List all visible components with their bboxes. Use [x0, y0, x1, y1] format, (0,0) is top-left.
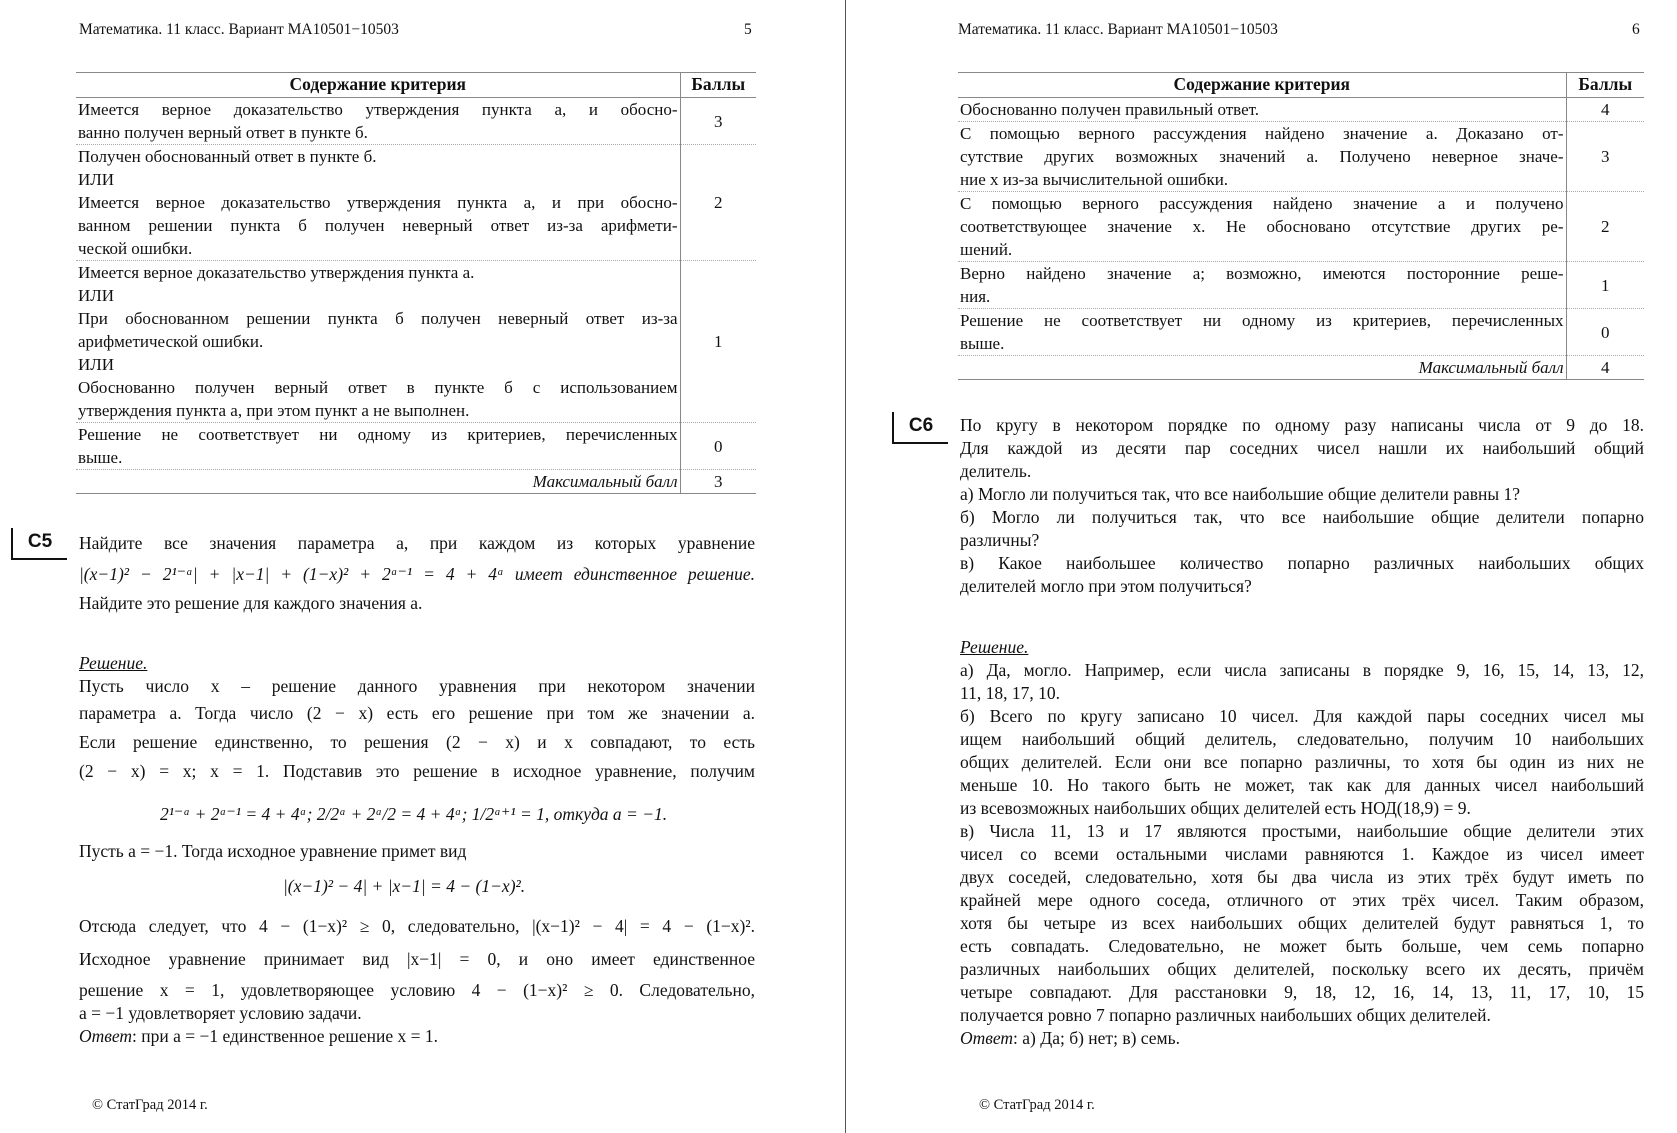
solution-line: a = −1 удовлетворяет условию задачи. — [79, 1003, 362, 1023]
solution-line: чисел со всеми остальными числами равняются 1. Каждое из чисел имеет — [960, 844, 1644, 864]
task-label: C5 — [11, 528, 67, 560]
formula-substitution: 2¹⁻ᵃ + 2ᵃ⁻¹ = 4 + 4ᵃ; 2/2ᵃ + 2ᵃ/2 = 4 + 4ᵃ; 1/2ᵃ⁺¹ = 1, откуда a = −1. — [160, 804, 668, 824]
criterion-score: 3 — [1566, 122, 1644, 192]
max-score-row — [76, 470, 756, 494]
solution-line: хотя бы четыре из всех наибольших общих делителей будут равняться 1, то — [960, 913, 1644, 933]
task-line: а) Могло ли получиться так, что все наибольшие общие делители равны 1? — [960, 484, 1521, 504]
answer-line — [960, 1027, 1644, 1050]
max-score-label: Максимальный балл — [76, 470, 680, 494]
criteria-row — [76, 145, 756, 261]
page-footer: © СтатГрад 2014 г. — [92, 1097, 208, 1113]
page-number: 6 — [1632, 21, 1640, 38]
task-line: б) Могло ли получиться так, что все наибольшие общие делители попарно — [960, 507, 1644, 527]
solution — [960, 636, 1644, 1050]
solution-line: Исходное уравнение принимает вид |x−1| = 0, и оно имеет единственное — [79, 949, 755, 969]
solution-line: Пусть a = −1. Тогда исходное уравнение примет вид — [79, 841, 467, 861]
criterion-line: выше. — [960, 334, 1005, 353]
criteria-table-body — [76, 98, 756, 494]
solution-line: б) Всего по кругу записано 10 чисел. Для каждой пары соседних чисел мы — [960, 706, 1644, 726]
criterion-line: ванном решении пункта б получен неверный ответ из-за арифмети- — [78, 216, 678, 235]
criterion-line: Имеется верное доказательство утверждения пункта а, и при обосно- — [78, 193, 678, 212]
criterion-line: соответствующее значение x. Не обосновано отсутствие других ре- — [960, 217, 1564, 236]
answer-label: Ответ — [960, 1028, 1014, 1048]
criteria-row — [958, 122, 1644, 192]
solution-title: Решение. — [960, 637, 1029, 657]
solution-line: четыре совпадают. Для расстановки 9, 18, 12, 16, 14, 13, 11, 17, 10, 15 — [960, 982, 1644, 1002]
criterion-line: ванно получен верный ответ в пункте б. — [78, 123, 368, 142]
answer-line — [79, 1025, 755, 1048]
criterion-line: При обоснованном решении пункта б получен неверный ответ из-за — [78, 309, 678, 328]
solution-line: Пусть число x – решение данного уравнения при некотором значении — [79, 676, 755, 696]
solution-continued — [79, 840, 755, 863]
solution-conclusion — [79, 915, 755, 1048]
task-line: Найдите это решение для каждого значения a. — [79, 593, 423, 613]
task-line: в) Какое наибольшее количество попарно различных наибольших общих — [960, 553, 1644, 573]
task-line: делитель. — [960, 461, 1032, 481]
criterion-line: ния. — [960, 287, 991, 306]
solution-line: (2 − x) = x; x = 1. Подставив это решение в исходное уравнение, получим — [79, 761, 755, 781]
criteria-row — [76, 98, 756, 145]
criterion-description — [958, 262, 1566, 309]
criterion-description — [76, 98, 680, 145]
criterion-line: ИЛИ — [78, 286, 115, 305]
criteria-row — [958, 262, 1644, 309]
solution-line: из всевозможных наибольших общих делителей есть НОД(18,9) = 9. — [960, 798, 1471, 818]
solution-line: общих делителей. Если они все попарно различны, то хотя бы один из них не — [960, 752, 1644, 772]
criterion-line: арифметической ошибки. — [78, 332, 264, 351]
criterion-line: ИЛИ — [78, 355, 115, 374]
criterion-description — [958, 309, 1566, 356]
solution-line: меньше 10. Но такого быть не может, так как для данных чисел наибольший — [960, 775, 1644, 795]
criterion-line: ческой ошибки. — [78, 239, 193, 258]
criteria-row — [76, 423, 756, 470]
task-statement — [960, 414, 1644, 598]
max-score-value: 3 — [680, 470, 756, 494]
task-line: Найдите все значения параметра a, при каждом из которых уравнение — [79, 533, 755, 553]
task-statement — [79, 532, 755, 615]
criterion-line: Имеется верное доказательство утверждения пункта а. — [78, 263, 475, 282]
criterion-score: 3 — [680, 98, 756, 145]
task-line: Для каждой из десяти пар соседних чисел нашли их наибольший общий — [960, 438, 1644, 458]
solution-line: есть совпадать. Следовательно, не может быть больше, чем семь попарно — [960, 936, 1644, 956]
criterion-score: 1 — [1566, 262, 1644, 309]
criterion-description — [76, 145, 680, 261]
page-number: 5 — [744, 21, 752, 38]
criterion-score: 0 — [680, 423, 756, 470]
solution-line: параметра a. Тогда число (2 − x) есть его решение при том же значении a. — [79, 703, 755, 723]
page-header: Математика. 11 класс. Вариант МА10501−10503 — [79, 21, 399, 38]
criteria-table-body — [958, 98, 1644, 380]
criteria-table — [76, 72, 756, 494]
task-equation-line: |(x−1)² − 2¹⁻ᵃ| + |x−1| + (1−x)² + 2ᵃ⁻¹ = 4 + 4ᵃ имеет единственное решение. — [79, 564, 755, 584]
solution-line: различных наибольших общих делителей, поскольку всего их десять, причём — [960, 959, 1644, 979]
solution — [79, 652, 755, 783]
column-header-content: Содержание критерия — [958, 73, 1566, 98]
solution-line: крайней мере одного соседа, отличного от этих трёх чисел. Таким образом, — [960, 890, 1644, 910]
task-line: делителей могло при этом получиться? — [960, 576, 1252, 596]
criterion-description — [958, 122, 1566, 192]
criterion-description — [76, 261, 680, 423]
criterion-line: Обоснованно получен правильный ответ. — [960, 100, 1260, 119]
formula-reduced-equation: |(x−1)² − 4| + |x−1| = 4 − (1−x)². — [283, 876, 526, 896]
criteria-row — [958, 98, 1644, 122]
criterion-score: 0 — [1566, 309, 1644, 356]
criterion-line: утверждения пункта а, при этом пункт а не выполнен. — [78, 401, 470, 420]
column-header-score: Баллы — [680, 73, 756, 98]
criterion-description — [958, 98, 1566, 122]
solution-line: Отсюда следует, что 4 − (1−x)² ≥ 0, следовательно, |(x−1)² − 4| = 4 − (1−x)². — [79, 916, 755, 936]
task-line: По кругу в некотором порядке по одному разу написаны числа от 9 до 18. — [960, 415, 1644, 435]
solution-line: решение x = 1, удовлетворяющее условию 4 − (1−x)² ≥ 0. Следовательно, — [79, 980, 755, 1000]
criterion-line: Получен обоснованный ответ в пункте б. — [78, 147, 377, 166]
criterion-line: сутствие других возможных значений a. Получено неверное значе- — [960, 147, 1564, 166]
criterion-line: шений. — [960, 240, 1013, 259]
criterion-line: С помощью верного рассуждения найдено значение a. Доказано от- — [960, 124, 1564, 143]
task-line: различны? — [960, 530, 1040, 550]
answer-text: : а) Да; б) нет; в) семь. — [1013, 1028, 1180, 1048]
criterion-score: 1 — [680, 261, 756, 423]
criterion-score: 4 — [1566, 98, 1644, 122]
task-label: C6 — [892, 412, 948, 444]
criterion-line: ние x из-за вычислительной ошибки. — [960, 170, 1229, 189]
page-header: Математика. 11 класс. Вариант МА10501−10503 — [958, 21, 1278, 38]
criterion-line: Имеется верное доказательство утверждения пункта а, и обосно- — [78, 100, 678, 119]
criterion-line: ИЛИ — [78, 170, 115, 189]
solution-title: Решение. — [79, 653, 148, 673]
solution-line: 11, 18, 17, 10. — [960, 683, 1060, 703]
criterion-line: С помощью верного рассуждения найдено значение a и получено — [960, 194, 1564, 213]
solution-line: Если решение единственно, то решения (2 − x) и x совпадают, то есть — [79, 732, 755, 752]
max-score-label: Максимальный балл — [958, 356, 1566, 380]
criterion-line: Решение не соответствует ни одному из критериев, перечисленных — [78, 425, 678, 444]
page-footer: © СтатГрад 2014 г. — [979, 1097, 1095, 1113]
solution-line: получается ровно 7 попарно различных наибольших общих делителей. — [960, 1005, 1491, 1025]
criterion-score: 2 — [680, 145, 756, 261]
criterion-line: Верно найдено значение a; возможно, имеются посторонние реше- — [960, 264, 1564, 283]
criteria-row — [958, 192, 1644, 262]
answer-label: Ответ — [79, 1026, 133, 1046]
criteria-row — [958, 309, 1644, 356]
solution-line: двух соседей, следовательно, хотя бы два числа из этих трёх будут иметь по — [960, 867, 1644, 887]
column-header-score: Баллы — [1566, 73, 1644, 98]
answer-text: : при a = −1 единственное решение x = 1. — [132, 1026, 438, 1046]
solution-line: в) Числа 11, 13 и 17 являются простыми, наибольшие общие делители этих — [960, 821, 1644, 841]
criterion-line: Решение не соответствует ни одному из критериев, перечисленных — [960, 311, 1564, 330]
criterion-description — [958, 192, 1566, 262]
criterion-line: Обоснованно получен верный ответ в пункте б с использованием — [78, 378, 678, 397]
max-score-row — [958, 356, 1644, 380]
criterion-score: 2 — [1566, 192, 1644, 262]
criteria-table — [958, 72, 1644, 380]
column-header-content: Содержание критерия — [76, 73, 680, 98]
criteria-row — [76, 261, 756, 423]
criterion-line: выше. — [78, 448, 123, 467]
criterion-description — [76, 423, 680, 470]
right-page — [846, 0, 1677, 1133]
max-score-value: 4 — [1566, 356, 1644, 380]
solution-line: а) Да, могло. Например, если числа записаны в порядке 9, 16, 15, 14, 13, 12, — [960, 660, 1644, 680]
solution-line: ищем наибольший общий делитель, следовательно, получим 10 наибольших — [960, 729, 1644, 749]
